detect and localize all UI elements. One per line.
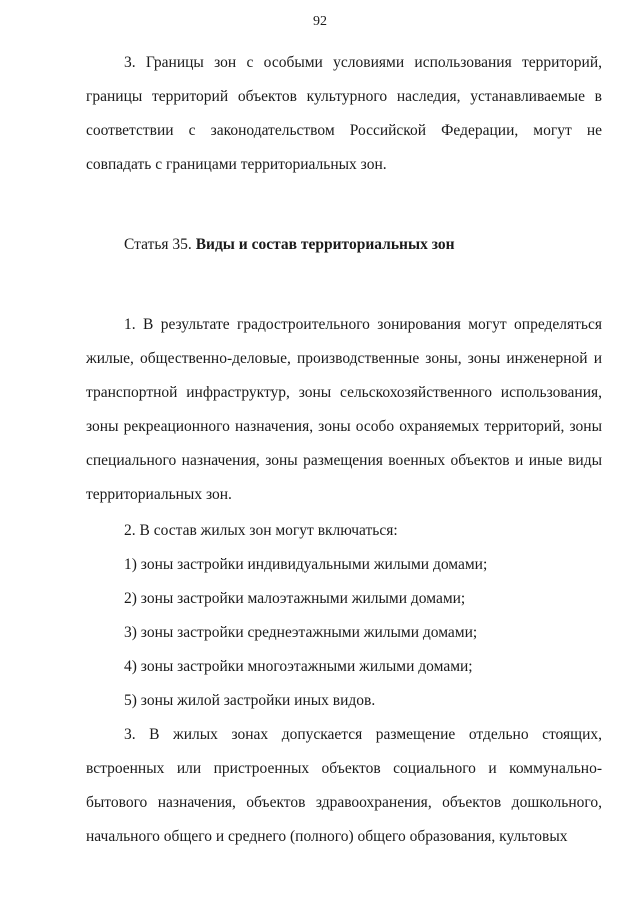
list-item: 3) зоны застройки среднеэтажными жилыми домами; xyxy=(124,624,478,641)
list-item: 1) зоны застройки индивидуальными жилыми домами; xyxy=(124,556,488,573)
paragraph-3-boundaries: 3. Границы зон с особыми условиями использования территорий, границы территорий объектов культурного наследия, устанавливаемые в соответствии с законодательством Российской Федерации, могут не совпадать с границами территориальных зон. xyxy=(86,54,602,173)
article-35-paragraph-1: 1. В результате градостроительного зонирования могут определяться жилые, общественно-деловые, производственные зоны, зоны инженерной и транспортной инфраструктур, зоны сельскохозяйственного использования, зоны рекреационного назначения, зоны особо охраняемых территорий, зоны специального назначения, зоны размещения военных объектов и иные виды территориальных зон. xyxy=(86,316,602,503)
page-content xyxy=(86,46,602,854)
list-item: 2) зоны застройки малоэтажными жилыми домами; xyxy=(124,590,466,607)
article-label: Статья 35. xyxy=(124,236,192,253)
page-number: 92 xyxy=(313,14,327,29)
article-35-paragraph-3: 3. В жилых зонах допускается размещение отдельно стоящих, встроенных или пристроенных объектов социального и коммунально-бытового назначения, объектов здравоохранения, объектов дошкольного, начального общего и среднего (полного) общего образования, культовых xyxy=(86,726,602,845)
list-item: 5) зоны жилой застройки иных видов. xyxy=(124,692,376,709)
article-title: Виды и состав территориальных зон xyxy=(195,236,455,253)
article-heading xyxy=(86,228,602,262)
list-item: 4) зоны застройки многоэтажными жилыми домами; xyxy=(124,658,473,675)
article-35-paragraph-2: 2. В состав жилых зон могут включаться: xyxy=(124,522,398,539)
